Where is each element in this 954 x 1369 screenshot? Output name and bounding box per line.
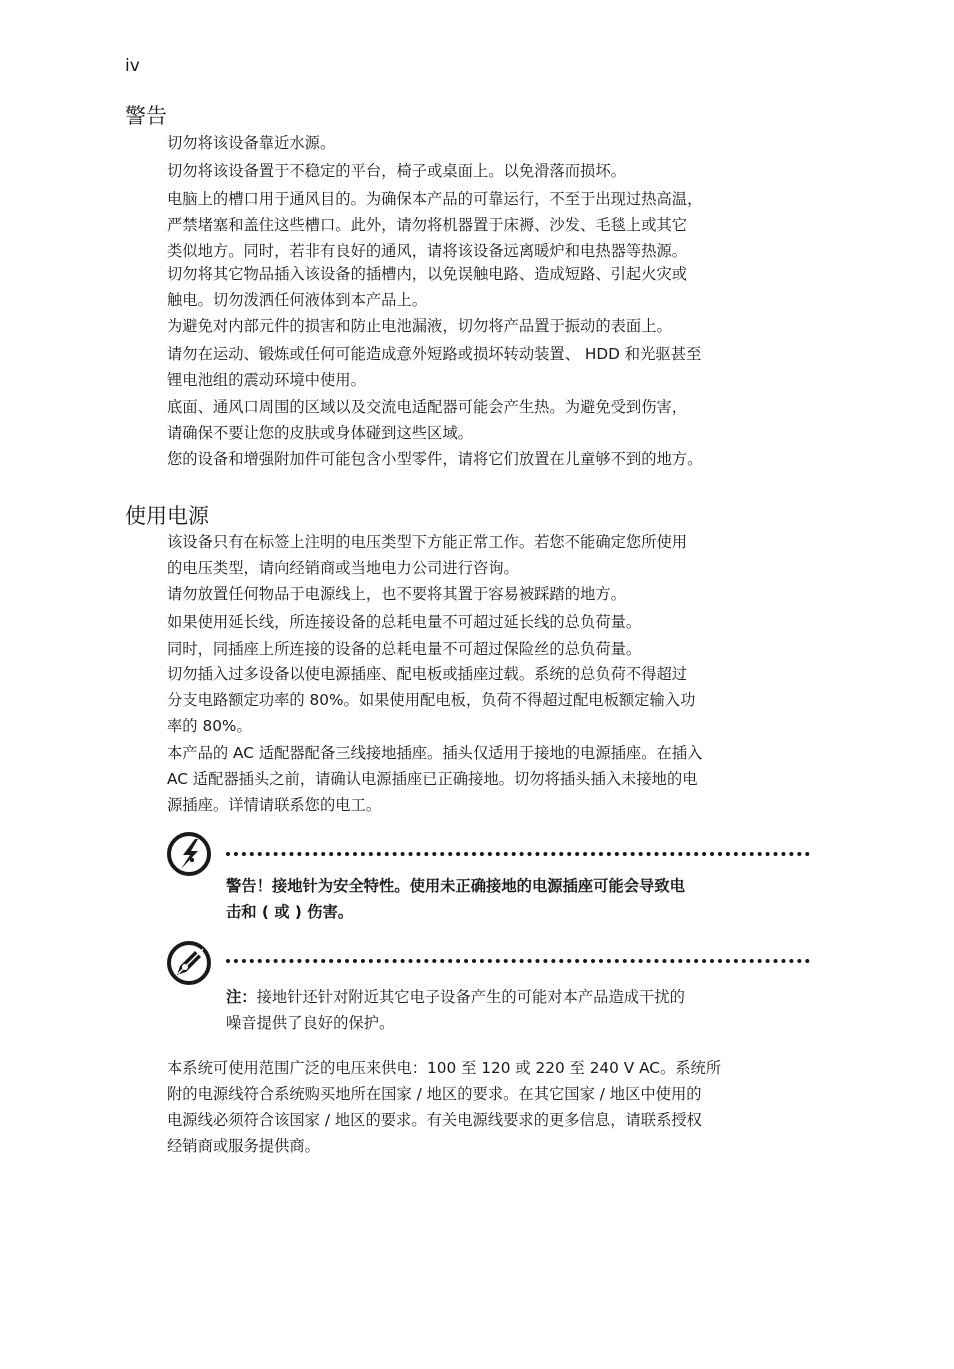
text-line: 电源线必须符合该国家 / 地区的要求。有关电源线要求的更多信息，请联系授权 <box>167 1111 702 1129</box>
callout-divider <box>226 959 810 963</box>
text-line: 警告！接地针为安全特性。使用未正确接地的电源插座可能会导致电 <box>226 877 685 895</box>
power-paragraph <box>167 529 812 581</box>
text-line: 附的电源线符合系统购买地所在国家 / 地区的要求。在其它国家 / 地区中使用的 <box>167 1085 702 1103</box>
callout-divider <box>226 852 810 856</box>
text-line: 请勿在运动、锻炼或任何可能造成意外短路或损坏转动装置、 HDD 和光驱甚至 <box>167 345 702 363</box>
power-paragraph <box>167 581 812 607</box>
text-line: 电脑上的槽口用于通风目的。为确保本产品的可靠运行，不至于出现过热高温， <box>167 190 703 208</box>
text-line: 底面、通风口周围的区域以及交流电适配器可能会产生热。为避免受到伤害， <box>167 398 688 416</box>
text-line: 切勿将其它物品插入该设备的插槽内，以免误触电路、造成短路、引起火灾或 <box>167 265 688 283</box>
power-closing-paragraph <box>167 1055 812 1159</box>
warning-paragraph <box>167 130 812 156</box>
power-paragraph <box>167 661 812 739</box>
text-line: 源插座。详情请联系您的电工。 <box>167 796 382 814</box>
power-heading: 使用电源 <box>125 504 209 528</box>
note-text: 接地针还针对附近其它电子设备产生的可能对本产品造成干扰的 <box>256 988 685 1006</box>
text-line: 率的 80%。 <box>167 717 252 735</box>
page-number: iv <box>125 56 140 76</box>
text-line: 触电。切勿泼洒任何液体到本产品上。 <box>167 291 428 309</box>
text-line: 该设备只有在标签上注明的电压类型下方能正常工作。若您不能确定您所使用 <box>167 533 688 551</box>
text-line: 切勿插入过多设备以使电源插座、配电板或插座过载。系统的总负荷不得超过 <box>167 665 688 683</box>
text-line: AC 适配器插头之前，请确认电源插座已正确接地。切勿将插头插入未接地的电 <box>167 770 698 788</box>
warning-paragraph <box>167 446 812 472</box>
text-line: 切勿将该设备靠近水源。 <box>167 134 336 152</box>
warning-lightning-icon <box>165 830 213 878</box>
text-line: 请确保不要让您的皮肤或身体碰到这些区域。 <box>167 424 473 442</box>
warnings-heading: 警告 <box>125 104 167 128</box>
power-paragraph <box>167 636 812 662</box>
text-line: 为避免对内部元件的损害和防止电池漏液，切勿将产品置于振动的表面上。 <box>167 317 672 335</box>
warning-paragraph <box>167 313 812 339</box>
warning-paragraph <box>167 158 812 184</box>
text-line: 您的设备和增强附加件可能包含小型零件，请将它们放置在儿童够不到的地方。 <box>167 450 703 468</box>
warning-callout-text <box>226 873 786 925</box>
text-line: 分支电路额定功率的 80%。如果使用配电板，负荷不得超过配电板额定输入功 <box>167 691 696 709</box>
text-line: 如果使用延长线，所连接设备的总耗电量不可超过延长线的总负荷量。 <box>167 613 642 631</box>
note-pencil-icon <box>165 939 213 987</box>
text-line <box>226 984 786 1010</box>
warning-paragraph <box>167 394 812 446</box>
text-line: 严禁堵塞和盖住这些槽口。此外，请勿将机器置于床褥、沙发、毛毯上或其它 <box>167 216 688 234</box>
power-paragraph <box>167 609 812 635</box>
text-line: 请勿放置任何物品于电源线上，也不要将其置于容易被踩踏的地方。 <box>167 585 626 603</box>
text-line: 击和 ( 或 ) 伤害。 <box>226 903 354 921</box>
text-line: 锂电池组的震动环境中使用。 <box>167 371 366 389</box>
warning-paragraph <box>167 186 812 264</box>
note-label: 注： <box>226 988 257 1006</box>
text-line: 同时，同插座上所连接的设备的总耗电量不可超过保险丝的总负荷量。 <box>167 640 642 658</box>
text-line: 本产品的 AC 适配器配备三线接地插座。插头仅适用于接地的电源插座。在插入 <box>167 744 703 762</box>
warning-paragraph <box>167 341 812 393</box>
text-line: 经销商或服务提供商。 <box>167 1137 320 1155</box>
warning-paragraph <box>167 261 812 313</box>
text-line: 本系统可使用范围广泛的电压来供电：100 至 120 或 220 至 240 V AC。系统所 <box>167 1059 722 1077</box>
text-line: 噪音提供了良好的保护。 <box>226 1014 395 1032</box>
text-line: 的电压类型，请向经销商或当地电力公司进行咨询。 <box>167 559 519 577</box>
power-paragraph <box>167 740 812 818</box>
note-callout-text <box>226 984 786 1036</box>
text-line: 类似地方。同时，若非有良好的通风，请将该设备远离暖炉和电热器等热源。 <box>167 242 688 260</box>
text-line: 切勿将该设备置于不稳定的平台，椅子或桌面上。以免滑落而损坏。 <box>167 162 626 180</box>
